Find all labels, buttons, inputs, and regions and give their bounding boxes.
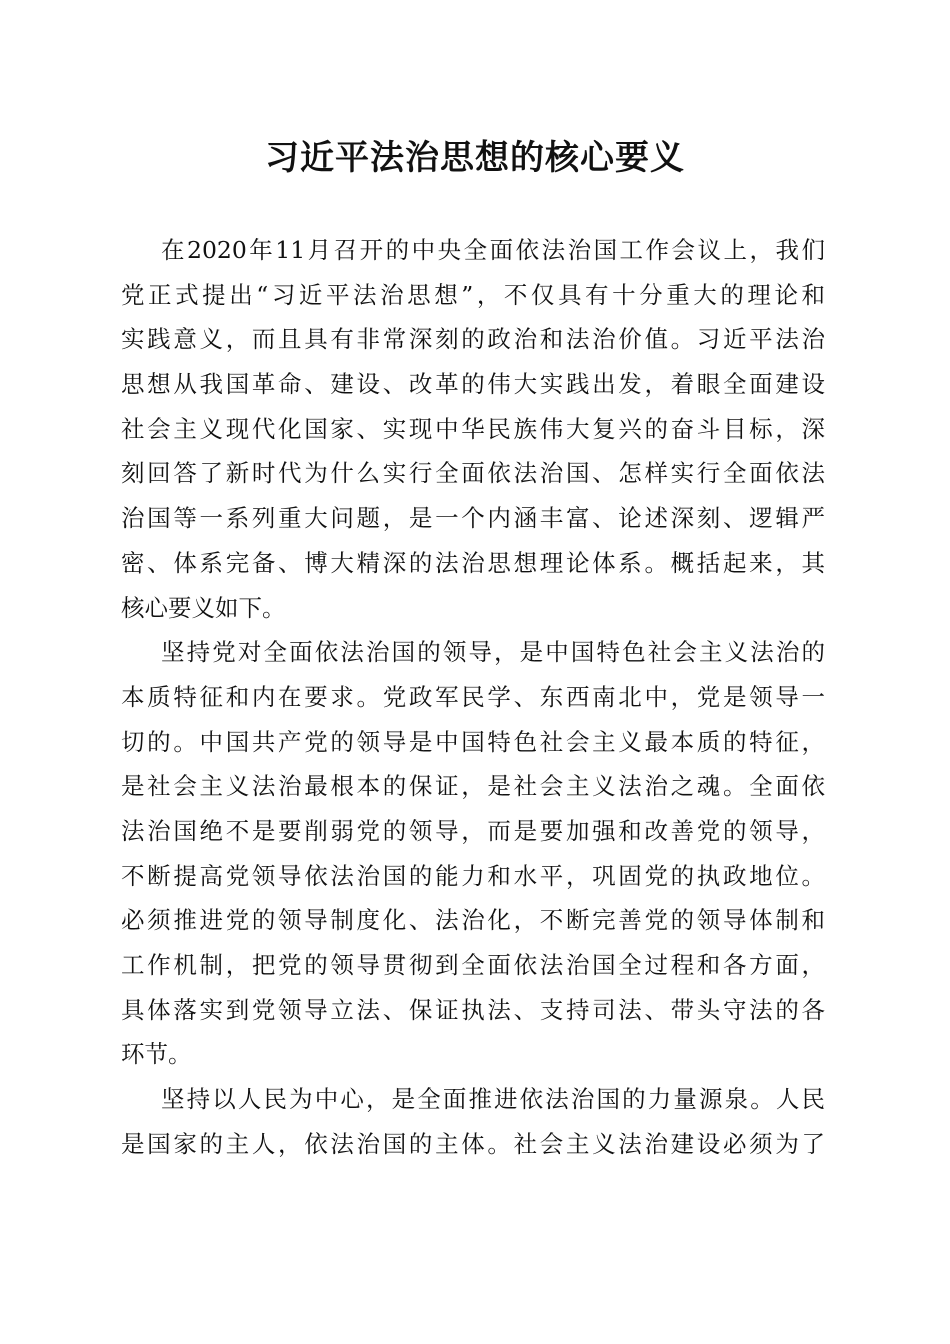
paragraph-1-line-9: 核心要义如下。 [121, 593, 286, 622]
paragraph-2-line-2: 本质特征和内在要求。党政军民学、东西南北中，党是领导一 [121, 682, 825, 711]
paragraph-2-line-8: 工作机制，把党的领导贯彻到全面依法治国全过程和各方面， [121, 951, 825, 979]
paragraph-1-line-5: 社会主义现代化国家、实现中华民族伟大复兴的奋斗目标，深 [121, 414, 825, 443]
paragraph-2-line-9: 具体落实到党领导立法、保证执法、支持司法、带头守法的各 [121, 995, 825, 1024]
paragraph-1-line-6: 刻回答了新时代为什么实行全面依法治国、怎样实行全面依法 [121, 459, 825, 488]
paragraph-1-line-3: 实践意义，而且具有非常深刻的政治和法治价值。习近平法治 [121, 325, 825, 354]
paragraph-1-line-2: 党正式提出“习近平法治思想”，不仅具有十分重大的理论和 [121, 280, 825, 309]
document-body [121, 228, 825, 1166]
paragraph-3-line-1: 坚持以人民为中心，是全面推进依法治国的力量源泉。人民 [161, 1085, 825, 1114]
paragraph-3-line-2: 是国家的主人，依法治国的主体。社会主义法治建设必须为了 [121, 1129, 825, 1158]
paragraph-2-line-6: 不断提高党领导依法治国的能力和水平，巩固党的执政地位。 [121, 861, 825, 890]
paragraph-1-line-4: 思想从我国革命、建设、改革的伟大实践出发，着眼全面建设 [121, 370, 825, 399]
document-title: 习近平法治思想的核心要义 [265, 138, 685, 178]
paragraph-2-line-5: 法治国绝不是要削弱党的领导，而是要加强和改善党的领导， [121, 816, 825, 845]
paragraph-1-line-1: 在2020年11月召开的中央全面依法治国工作会议上，我们 [161, 236, 825, 264]
paragraph-2-line-4: 是社会主义法治最根本的保证，是社会主义法治之魂。全面依 [121, 772, 825, 801]
paragraph-1-line-7: 治国等一系列重大问题，是一个内涵丰富、论述深刻、逻辑严 [121, 504, 825, 533]
paragraph-2-line-3: 切的。中国共产党的领导是中国特色社会主义最本质的特征， [121, 727, 825, 756]
paragraph-1-line-8: 密、体系完备、博大精深的法治思想理论体系。概括起来，其 [121, 548, 825, 577]
paragraph-2-line-10: 环节。 [121, 1040, 192, 1069]
paragraph-2-line-1: 坚持党对全面依法治国的领导，是中国特色社会主义法治的 [161, 638, 825, 667]
paragraph-2-line-7: 必须推进党的领导制度化、法治化，不断完善党的领导体制和 [121, 906, 825, 935]
